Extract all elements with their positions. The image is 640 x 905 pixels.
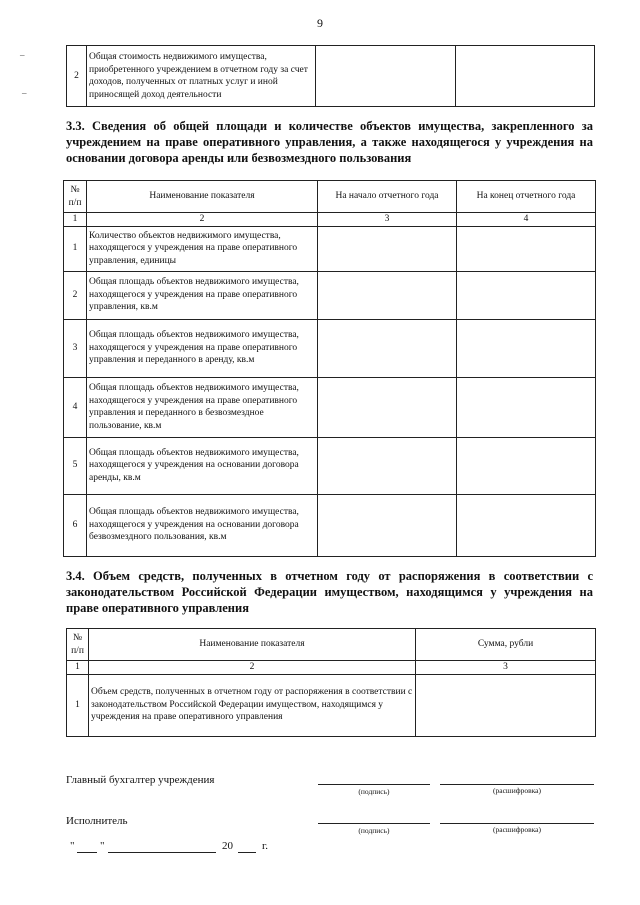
value-end-cell <box>455 46 594 107</box>
margin-mark: – <box>22 88 27 98</box>
table-row <box>64 377 596 437</box>
date-year-suffix: г. <box>262 840 269 852</box>
column-header: Сумма, рубли <box>416 629 596 661</box>
value-start-cell <box>318 226 457 271</box>
chief-accountant-label: Главный бухгалтер учреждения <box>66 774 215 786</box>
date-year-line <box>238 852 256 853</box>
date-day-line <box>77 852 97 853</box>
value-end-cell <box>457 226 596 271</box>
page-number: 9 <box>317 16 323 30</box>
chief-accountant-signature-line <box>318 784 430 785</box>
date-quote-close: " <box>100 840 105 852</box>
row-number: 5 <box>64 437 87 494</box>
table-row <box>64 226 596 271</box>
value-end-cell <box>457 494 596 556</box>
row-number: 2 <box>67 46 87 107</box>
column-header: Наименование показателя <box>89 629 416 661</box>
decode-caption: (расшифровка) <box>493 786 541 795</box>
column-number-row <box>64 213 596 227</box>
value-start-cell <box>318 271 457 319</box>
amount-cell <box>416 674 596 736</box>
value-end-cell <box>457 319 596 377</box>
executor-decode-line <box>440 823 594 824</box>
signature-caption: (подпись) <box>358 787 390 796</box>
margin-mark: – <box>20 50 25 60</box>
value-end-cell <box>457 437 596 494</box>
row-number: 4 <box>64 377 87 437</box>
value-start-cell <box>316 46 455 107</box>
column-number: 4 <box>457 213 596 227</box>
row-number: 1 <box>64 226 87 271</box>
value-start-cell <box>318 494 457 556</box>
signature-caption: (подпись) <box>358 826 390 835</box>
section-3-4-heading: 3.4. Объем средств, полученных в отчетном году от распоряжения в соответствии с законодательством Российской Федерации имуществом, находящимся у учреждения на праве оперативного управления <box>66 569 593 615</box>
table-3-4 <box>66 628 596 737</box>
table-header-row <box>67 629 596 661</box>
indicator-name: Общая площадь объектов недвижимого имущества, находящегося у учреждения на праве оперативного управления и переданного в аренду, кв.м <box>87 319 318 377</box>
column-header: На начало отчетного года <box>318 181 457 213</box>
column-number: 3 <box>318 213 457 227</box>
indicator-name: Общая площадь объектов недвижимого имущества, находящегося у учреждения на праве оперативного управления, кв.м <box>87 271 318 319</box>
date-quote-open: " <box>70 840 75 852</box>
column-number: 3 <box>416 661 596 675</box>
value-end-cell <box>457 271 596 319</box>
table-3-3 <box>63 180 596 557</box>
date-year-prefix: 20 <box>222 840 233 852</box>
indicator-name: Общая площадь объектов недвижимого имущества, находящегося у учреждения на праве оперативного управления и переданного в безвозмездное пользование, кв.м <box>87 377 318 437</box>
table-continuation <box>66 45 595 107</box>
column-number: 1 <box>67 661 89 675</box>
indicator-name: Общая стоимость недвижимого имущества, приобретенного учреждением в отчетном году за счет доходов, полученных от платных услуг и иной приносящей доход деятельности <box>87 46 316 107</box>
column-header: № п/п <box>64 181 87 213</box>
table-row <box>64 271 596 319</box>
indicator-name: Количество объектов недвижимого имущества, находящегося у учреждения на праве оперативного управления, единицы <box>87 226 318 271</box>
table-row <box>64 319 596 377</box>
date-month-line <box>108 852 216 853</box>
indicator-name: Общая площадь объектов недвижимого имущества, находящегося у учреждения на основании договора безвозмездного пользования, кв.м <box>87 494 318 556</box>
row-number: 3 <box>64 319 87 377</box>
value-end-cell <box>457 377 596 437</box>
column-header: На конец отчетного года <box>457 181 596 213</box>
value-start-cell <box>318 319 457 377</box>
column-number: 1 <box>64 213 87 227</box>
indicator-name: Общая площадь объектов недвижимого имущества, находящегося у учреждения на основании договора аренды, кв.м <box>87 437 318 494</box>
row-number: 6 <box>64 494 87 556</box>
table-row <box>64 437 596 494</box>
column-number: 2 <box>89 661 416 675</box>
column-header: Наименование показателя <box>87 181 318 213</box>
executor-signature-line <box>318 823 430 824</box>
column-header: № п/п <box>67 629 89 661</box>
table-header-row <box>64 181 596 213</box>
row-number: 1 <box>67 674 89 736</box>
chief-accountant-decode-line <box>440 784 594 785</box>
section-3-3-heading: 3.3. Сведения об общей площади и количестве объектов имущества, закрепленного за учреждением на праве оперативного управления, а также находящегося у учреждения на основании договора аренды или безвозмездного пользования <box>66 119 593 165</box>
table-row <box>67 46 595 107</box>
value-start-cell <box>318 437 457 494</box>
indicator-name: Объем средств, полученных в отчетном году от распоряжения в соответствии с законодательством Российской Федерации имуществом, находящимся у учреждения на праве оперативного управления <box>89 674 416 736</box>
table-row <box>67 674 596 736</box>
column-number: 2 <box>87 213 318 227</box>
value-start-cell <box>318 377 457 437</box>
row-number: 2 <box>64 271 87 319</box>
executor-label: Исполнитель <box>66 815 128 827</box>
table-row <box>64 494 596 556</box>
column-number-row <box>67 661 596 675</box>
decode-caption: (расшифровка) <box>493 825 541 834</box>
